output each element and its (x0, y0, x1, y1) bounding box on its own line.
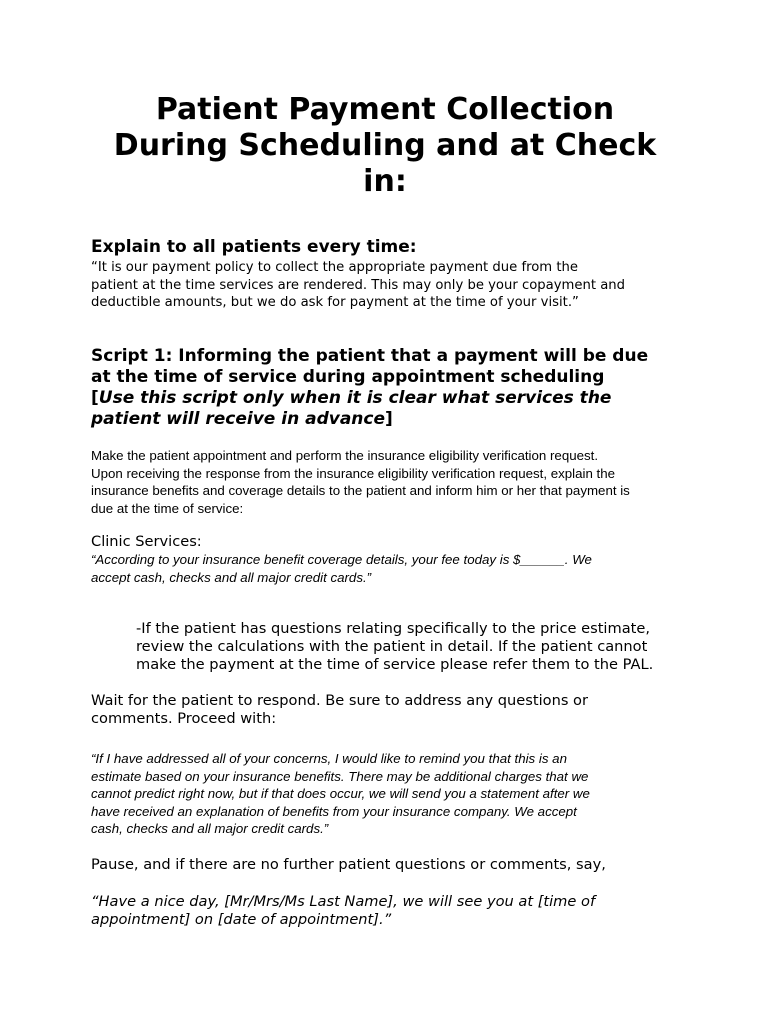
title-line: Patient Payment Collection (155, 92, 615, 127)
closing-quote-line: appointment] on [date of appointment].” (91, 911, 392, 928)
policy-quote-line: “It is our payment policy to collect the appropriate payment due from the (91, 260, 578, 275)
usage-note-italic: Use this script only when it is clear what services the (98, 388, 612, 408)
policy-quote (91, 259, 625, 312)
concerns-quote (91, 750, 590, 838)
price-estimate-note-line: review the calculations with the patient in detail. If the patient cannot (136, 638, 648, 655)
closing-quote-line: “Have a nice day, [Mr/Mrs/Ms Last Name], we will see you at [time of (91, 893, 596, 910)
concerns-quote-line: cash, checks and all major credit cards.” (91, 821, 329, 836)
clinic-fee-quote-line: “According to your insurance benefit coverage details, your fee today is $______. We (91, 552, 592, 567)
price-estimate-note-line: make the payment at the time of service please refer them to the PAL. (136, 656, 654, 673)
instructions-line: Upon receiving the response from the insurance eligibility verification request, explain the (91, 465, 616, 481)
title-line: During Scheduling and at Check (113, 128, 657, 163)
script1-heading-line: Script 1: Informing the patient that a payment will be due (91, 346, 649, 366)
price-estimate-note-line: -If the patient has questions relating specifically to the price estimate, (136, 620, 650, 637)
clinic-fee-quote (91, 551, 592, 586)
bracket-close: ] (385, 409, 393, 429)
usage-note-italic: patient will receive in advance (91, 409, 386, 429)
instructions-line: due at the time of service: (91, 500, 244, 516)
closing-quote (91, 893, 595, 929)
document-title (70, 92, 700, 200)
policy-quote-line: patient at the time services are rendered. This may only be your copayment and (91, 277, 626, 293)
instructions-line: Make the patient appointment and perform the insurance eligibility verification request. (91, 448, 599, 463)
concerns-quote-line: cannot predict right now, but if that does occur, we will send you a statement after we (91, 786, 590, 801)
instructions-line: insurance benefits and coverage details to the patient and inform him or her that payment is (91, 483, 630, 498)
clinic-services-label: Clinic Services: (91, 533, 202, 550)
price-estimate-note (136, 620, 653, 674)
concerns-quote-line: estimate based on your insurance benefits. There may be additional charges that we (91, 768, 589, 784)
title-line: in: (363, 164, 407, 199)
pause-instruction: Pause, and if there are no further patient questions or comments, say, (91, 856, 606, 873)
explain-heading: Explain to all patients every time: (91, 237, 417, 257)
script1-heading-line: at the time of service during appointment scheduling (91, 367, 605, 387)
script1-usage-note (91, 388, 648, 409)
script1-heading (91, 346, 648, 430)
clinic-fee-quote-line: accept cash, checks and all major credit cards.” (91, 569, 372, 585)
wait-instruction-line: Wait for the patient to respond. Be sure to address any questions or (91, 692, 588, 709)
concerns-quote-line: “If I have addressed all of your concerns, I would like to remind you that this is an (91, 751, 567, 766)
wait-instruction-line: comments. Proceed with: (91, 710, 277, 727)
wait-instruction (91, 692, 588, 728)
script1-usage-note (91, 409, 648, 430)
bracket-open: [ (91, 388, 99, 408)
concerns-quote-line: have received an explanation of benefits from your insurance company. We accept (91, 803, 577, 819)
instructions-paragraph (91, 447, 630, 517)
policy-quote-line: deductible amounts, but we do ask for payment at the time of your visit.” (91, 295, 579, 310)
